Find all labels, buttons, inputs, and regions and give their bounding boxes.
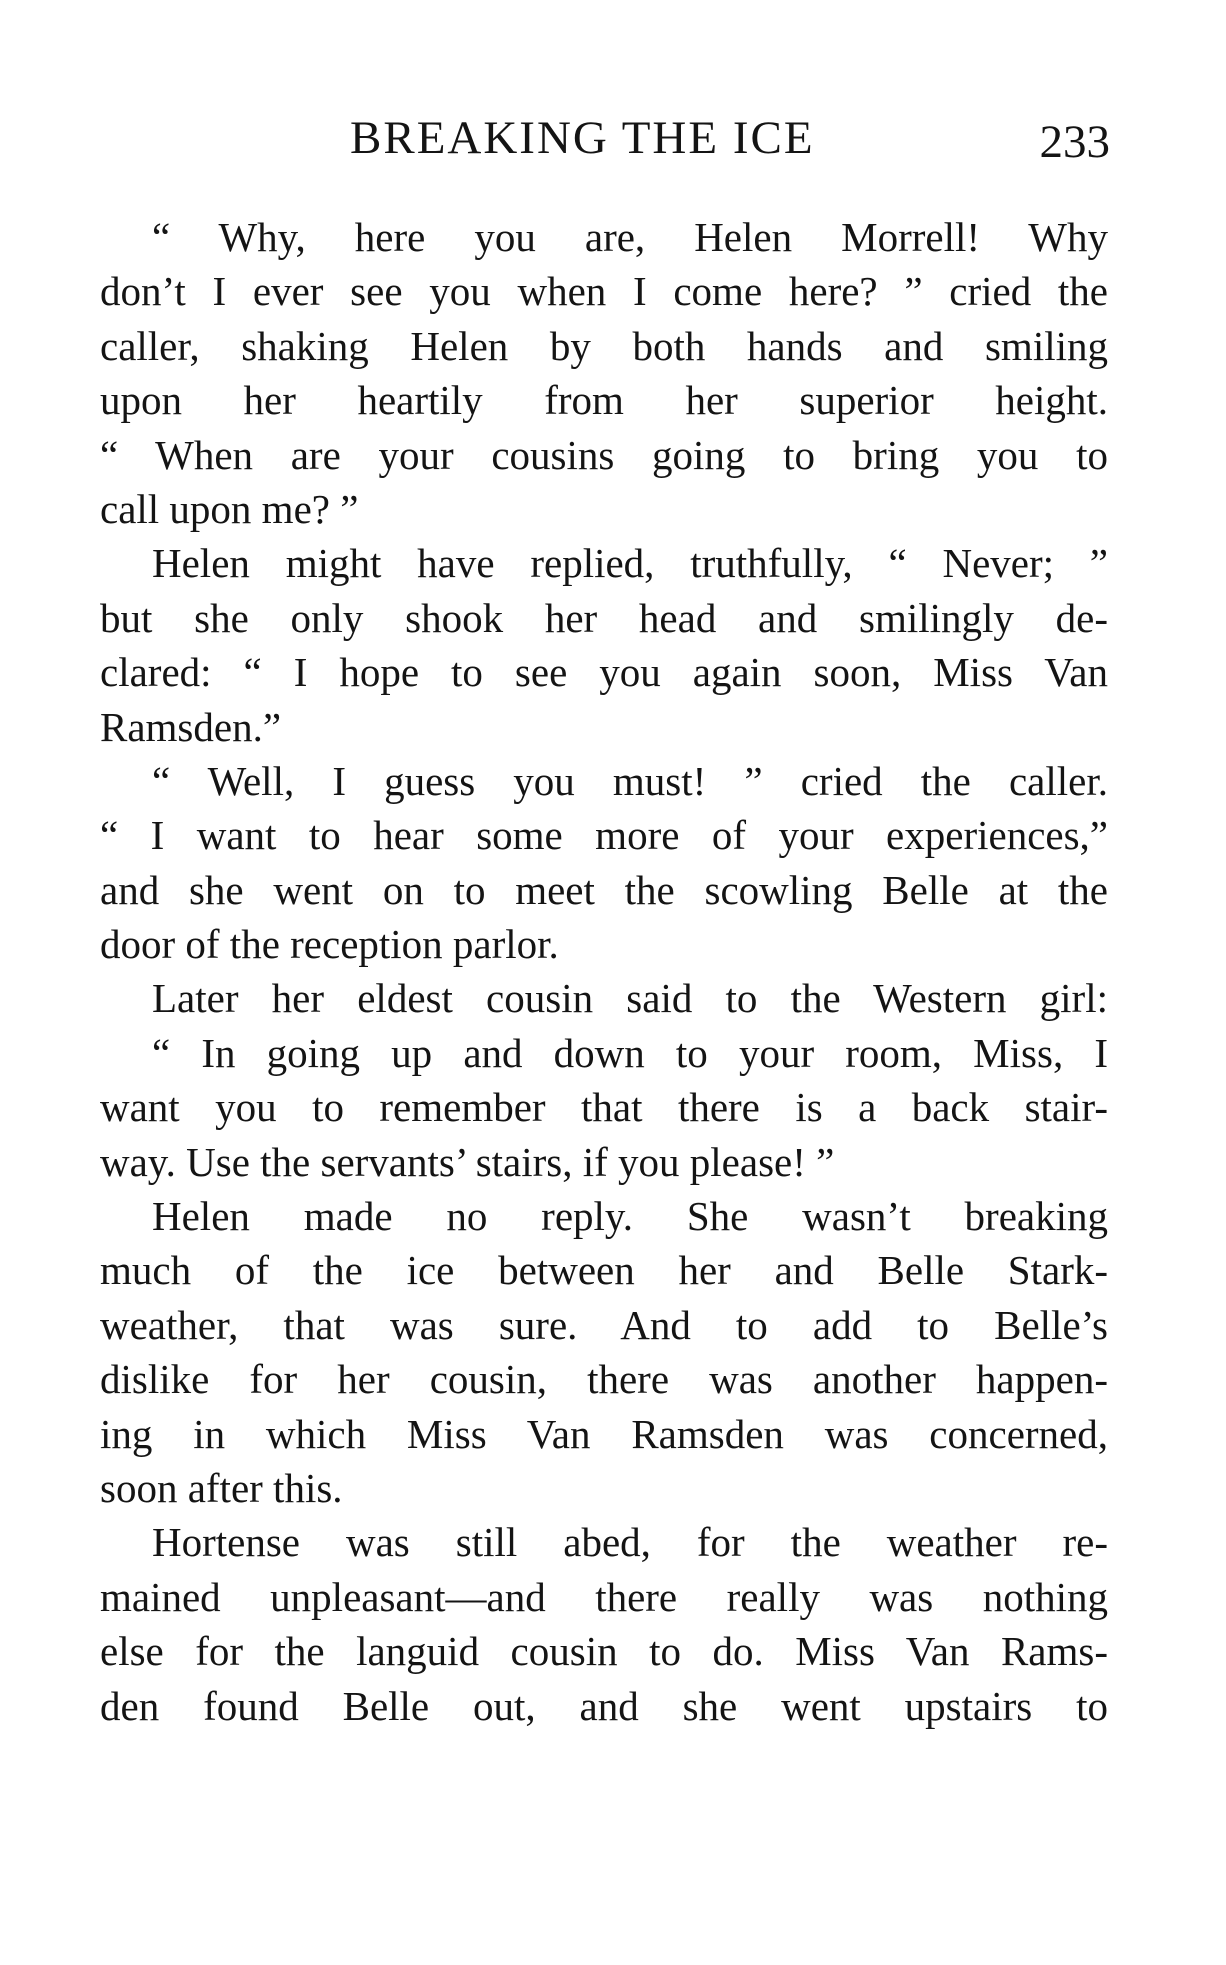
text-line: want you to remember that there is a back stair- <box>100 1084 1108 1131</box>
running-head <box>100 108 1110 168</box>
text-line: “ I want to hear some more of your experiences,” <box>100 812 1108 859</box>
text-line: Helen made no reply. She wasn’t breaking <box>152 1193 1108 1240</box>
text-line: “ When are your cousins going to bring you to <box>100 431 1108 478</box>
page-number: 233 <box>1039 116 1110 168</box>
text-line: soon after this. <box>100 1464 343 1511</box>
text-line: door of the reception parlor. <box>100 921 559 968</box>
text-line: call upon me? ” <box>100 485 359 532</box>
text-line: much of the ice between her and Belle Stark- <box>100 1247 1108 1294</box>
text-line: Ramsden.” <box>100 703 282 750</box>
text-line: don’t I ever see you when I come here? ” cried the <box>100 268 1108 315</box>
text-line: ing in which Miss Van Ramsden was concerned, <box>100 1410 1108 1457</box>
text-line: Hortense was still abed, for the weather re- <box>152 1519 1108 1566</box>
text-line: but she only shook her head and smilingly de- <box>100 594 1108 641</box>
text-line: dislike for her cousin, there was another happen- <box>100 1356 1108 1403</box>
text-line: and she went on to meet the scowling Belle at the <box>100 866 1108 913</box>
text-line: “ In going up and down to your room, Miss, I <box>152 1029 1108 1076</box>
running-title: BREAKING THE ICE <box>350 112 815 164</box>
text-line: caller, shaking Helen by both hands and smiling <box>100 322 1108 369</box>
text-line: “ Why, here you are, Helen Morrell! Why <box>152 214 1108 260</box>
text-line: weather, that was sure. And to add to Belle’s <box>100 1301 1108 1348</box>
text-line: Helen might have replied, truthfully, “ Never; ” <box>152 540 1108 587</box>
text-line: clared: “ I hope to see you again soon, Miss Van <box>100 649 1108 696</box>
text-line: way. Use the servants’ stairs, if you please! ” <box>100 1138 835 1185</box>
text-line: den found Belle out, and she went upstairs to <box>100 1682 1108 1729</box>
body-text <box>100 210 1108 1733</box>
text-line: “ Well, I guess you must! ” cried the caller. <box>152 757 1108 804</box>
text-line: Later her eldest cousin said to the Western girl: <box>152 975 1108 1022</box>
text-line: upon her heartily from her superior height. <box>100 377 1108 424</box>
text-line: mained unpleasant—and there really was nothing <box>100 1573 1108 1620</box>
text-line: else for the languid cousin to do. Miss Van Rams- <box>100 1628 1108 1675</box>
